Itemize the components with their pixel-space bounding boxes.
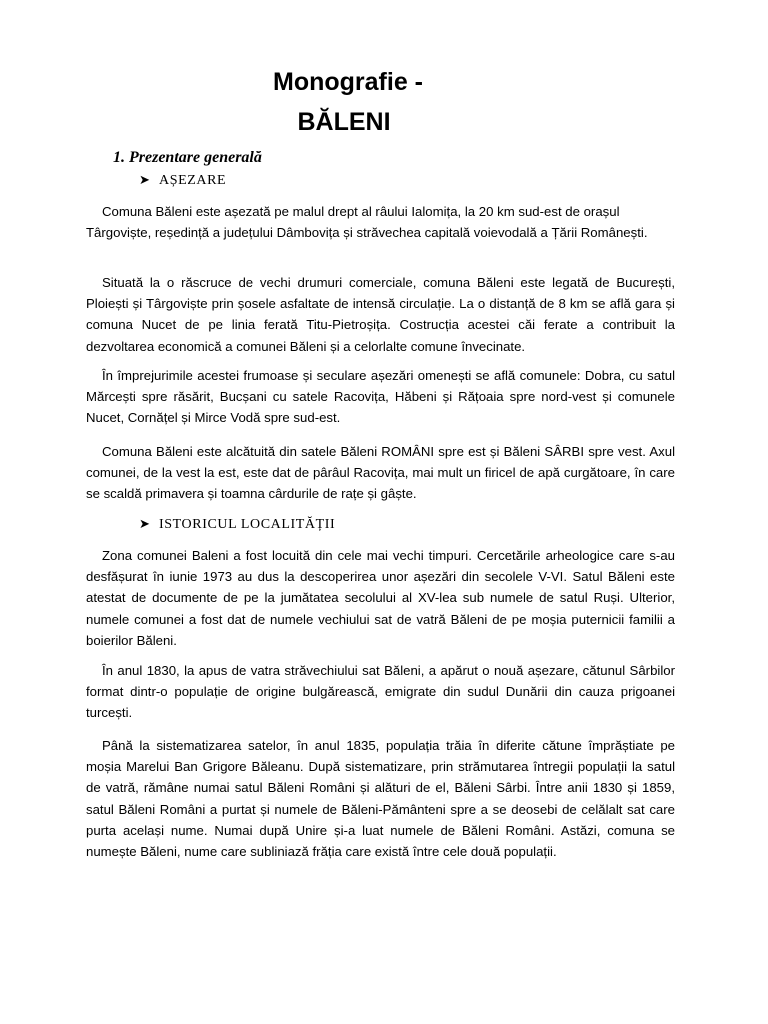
paragraph: În împrejurimile acestei frumoase și seculare așezări omenești se află comunele: Dobra, cu satul Mărcești spre răsărit, Bucșani cu satele Racovița, Hăbeni și Rățoaia spre nord-vest și comunele Nucet, Cornățel și Mirce Vodă spre sud-est. xyxy=(86,368,675,426)
subheading-asezare xyxy=(139,170,226,191)
subheading-label: ISTORICUL LOCALITĂȚII xyxy=(159,517,336,532)
paragraph: În anul 1830, la apus de vatra străvechiului sat Băleni, a apărut o nouă așezare, cătunul Sârbilor format dintr-o populație de origine bulgărească, emigrate din sudul Dunării din cauza prigoanei turcești. xyxy=(86,663,675,721)
paragraph: Situată la o răscruce de vechi drumuri comerciale, comuna Băleni este legată de București, Ploiești și Târgoviște prin șosele asfaltate de intensă circulație. La o distanță de 8 km se află gara și comuna Nucet de pe linia ferată Titu-Pietroșița. Costrucția acestei căi ferate a contribuit la dezvoltarea economică a comunei Băleni și a celorlalte comune învecinate. xyxy=(86,275,675,354)
paragraph: Până la sistematizarea satelor, în anul 1835, populația trăia în diferite cătune împrăștiate pe moșia Marelui Ban Grigore Băleanu. După sistematizare, prin strămutarea întregii populații la satul de vatră, rămâne numai satul Băleni Români și alături de el, Băleni Sârbi. Între anii 1830 și 1859, satul Băleni Români a purtat și numele de Băleni-Pământeni spre a se deosebi de celălalt sat care purta același nume. Numai după Unire și-a luat numele de Băleni Români. Astăzi, comuna se numește Băleni, nume care subliniază frăția care există între cele două populații. xyxy=(86,738,675,860)
subheading-label: AȘEZARE xyxy=(159,173,227,188)
subheading-istoricul xyxy=(139,514,335,535)
document-title-line1: Monografie - xyxy=(273,68,423,96)
section-title: 1. Prezentare generală xyxy=(113,149,262,166)
arrow-bullet-icon: ➤ xyxy=(139,516,151,531)
document-title-line2: BĂLENI xyxy=(297,108,391,136)
paragraph: Comuna Băleni este așezată pe malul drept al râului Ialomița, la 20 km sud-est de orașul Târgoviște, reședință a județului Dâmbovița și străvechea capitală voievodală a Țării Românești. xyxy=(86,204,648,241)
arrow-bullet-icon: ➤ xyxy=(139,172,151,187)
paragraph: Comuna Băleni este alcătuită din satele Băleni ROMÂNI spre est și Băleni SÂRBI spre vest. Axul comunei, de la vest la est, este dat de pârâul Racovița, mai mult un firicel de apă curgătoare, în care se scaldă primavera și toamna cârdurile de rațe și gâște. xyxy=(86,444,675,502)
paragraph: Zona comunei Baleni a fost locuită din cele mai vechi timpuri. Cercetările arheologice care s-au desfășurat în iunie 1973 au dus la descoperirea unor așezări din secolele V-VI. Satul Băleni este atestat de documente de pe la jumătatea secolului al XV-lea sub numele de satul Ruși. Ulterior, numele comunei a fost dat de numele vechiului sat de vatră Băleni de pe moșia puternicii familii a boierilor Băleni. xyxy=(86,548,675,648)
